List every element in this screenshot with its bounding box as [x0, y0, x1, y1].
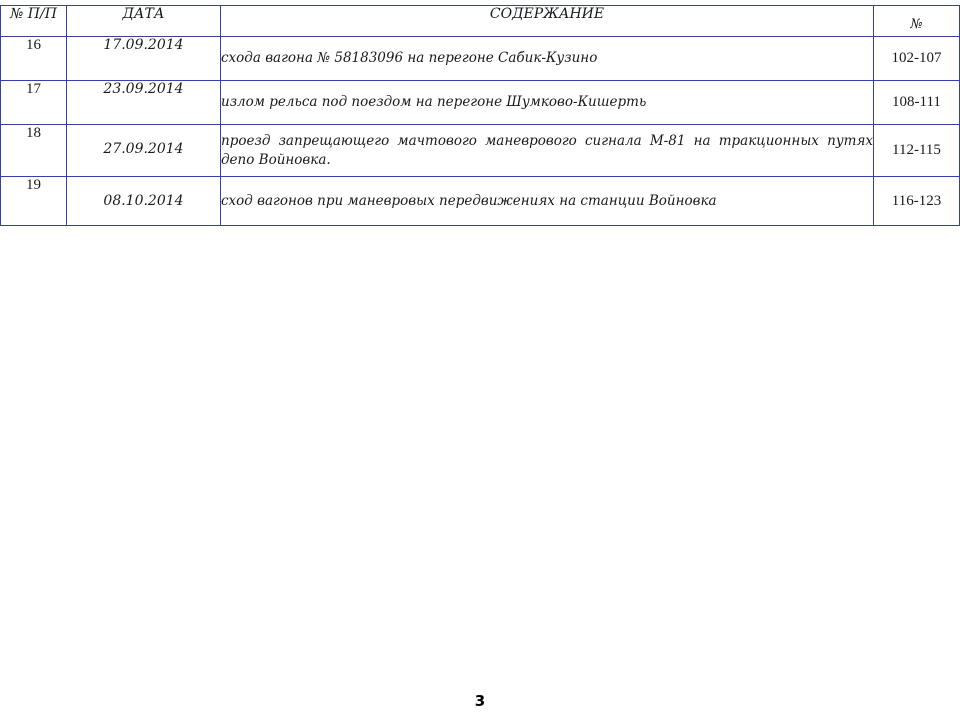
row-content: проезд запрещающего мачтового маневрового сигнала М-81 на тракционных путях депо Войновка.: [221, 125, 874, 177]
registry-table: [0, 5, 960, 226]
row-num: 17: [1, 81, 67, 125]
row-num: 16: [1, 37, 67, 81]
table-header-row: [1, 6, 960, 37]
row-pages: 108-111: [874, 81, 960, 125]
row-content: излом рельса под поездом на перегоне Шумково-Кишерть: [221, 81, 874, 125]
row-date: 27.09.2014: [67, 125, 221, 177]
row-num: 19: [1, 177, 67, 226]
row-pages: 116-123: [874, 177, 960, 226]
row-pages: 112-115: [874, 125, 960, 177]
header-date: ДАТА: [67, 6, 221, 37]
header-num: № П/П: [1, 6, 67, 37]
table-row: [1, 37, 960, 81]
row-pages: 102-107: [874, 37, 960, 81]
header-pages: №: [874, 6, 960, 37]
row-num: 18: [1, 125, 67, 177]
row-date: 08.10.2014: [67, 177, 221, 226]
row-content: схода вагона № 58183096 на перегоне Сабик-Кузино: [221, 37, 874, 81]
row-date: 17.09.2014: [67, 37, 221, 81]
page-number: 3: [474, 692, 486, 710]
row-content: сход вагонов при маневровых передвижениях на станции Войновка: [221, 177, 874, 226]
table-row: [1, 125, 960, 177]
row-date: 23.09.2014: [67, 81, 221, 125]
table-row: [1, 177, 960, 226]
table-row: [1, 81, 960, 125]
header-content: СОДЕРЖАНИЕ: [221, 6, 874, 37]
